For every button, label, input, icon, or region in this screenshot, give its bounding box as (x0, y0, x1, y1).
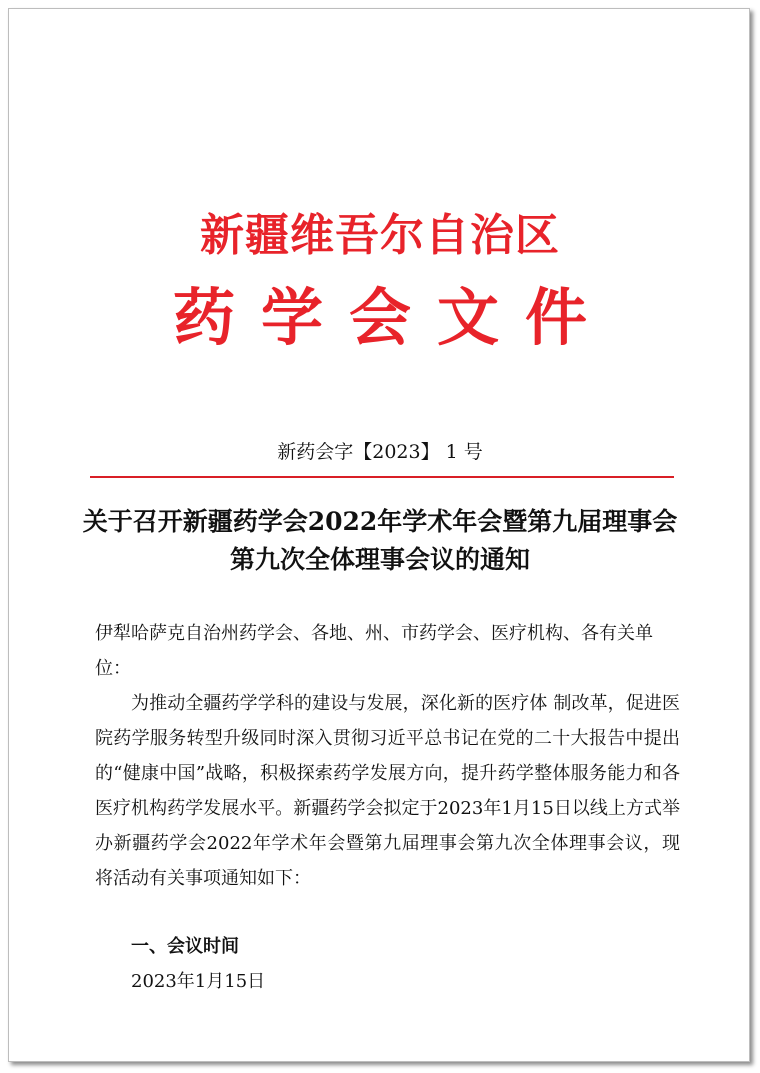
meeting-date: 2023年1月15日 (131, 971, 266, 992)
document-type-heading: 药学会文件 (172, 281, 613, 354)
issuing-org-heading: 新疆维吾尔自治区 (200, 210, 560, 261)
document-number: 新药会字【2023】 1 号 (277, 441, 483, 463)
addressee: 伊犁哈萨克自治州药学会、各地、州、市药学会、医疗机构、各有关单位： (95, 623, 653, 679)
red-separator-rule (90, 476, 674, 478)
body-paragraph: 为推动全疆药学学科的建设与发展，深化新的医疗体 制改革，促进医院药学服务转型升级同时深入贯彻习近平总书记在党的二十大报告中提出的“健康中国”战略，积极探索药学发展方向，提升药学整体服务能力和各医疗机构药学发展水平。新疆药学会拟定于2023年1月15日以线上方式举办新疆药学会2022年学术年会暨第九届理事会第九次全体理事会议，现将活动有关事项通知如下： (95, 693, 680, 889)
section-heading-meeting-time: 一、会议时间 (131, 936, 239, 957)
notice-title: 关于召开新疆药学会2022年学术年会暨第九届理事会第九次全体理事会议的通知 (82, 507, 678, 574)
